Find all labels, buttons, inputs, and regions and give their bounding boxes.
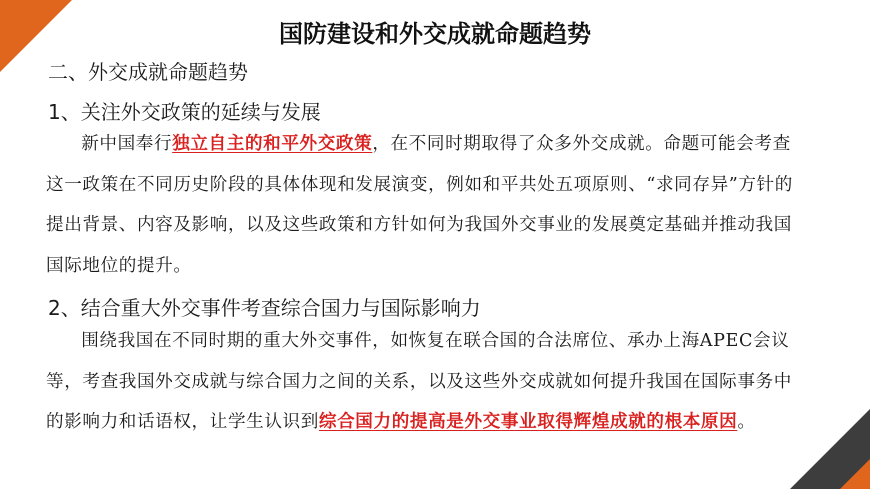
point-2-heading: 2、结合重大外交事件考查综合国力与国际影响力: [48, 296, 481, 320]
point-1-text-end: ，在不同时期取得了众多外交成就。命题可能会考查这一政策在不同历史阶段的具体体现和发展演变，例如和平共处五项原则、“求同存异”方针的提出背景、内容及影响，以及这些政策和方针如何为我国外交事业的发展奠定基础并推动我国国际地位的提升。: [46, 134, 793, 276]
corner-accent-bottom-right: [840, 459, 870, 489]
section-heading: 二、外交成就命题趋势: [48, 60, 248, 84]
point-2-text-end: 。: [737, 412, 756, 432]
point-2-text-start: 围绕我国在不同时期的重大外交事件，如恢复在联合国的合法席位、承办上海APEC会议等，考查我国外交成就与综合国力之间的关系，以及这些外交成就如何提升我国在国际事务中的影响力和话语权，让学生认识到: [46, 331, 792, 432]
point-2-paragraph: [46, 321, 806, 443]
slide-title: 国防建设和外交成就命题趋势: [279, 20, 591, 48]
point-2-highlight: 综合国力的提高是外交事业取得辉煌成就的根本原因: [318, 411, 738, 432]
point-1-highlight: 独立自主的和平外交政策: [172, 133, 373, 154]
point-1-heading: 1、关注外交政策的延续与发展: [48, 100, 321, 124]
point-1-text-start: 新中国奉行: [81, 134, 173, 154]
point-1-paragraph: [46, 124, 806, 286]
